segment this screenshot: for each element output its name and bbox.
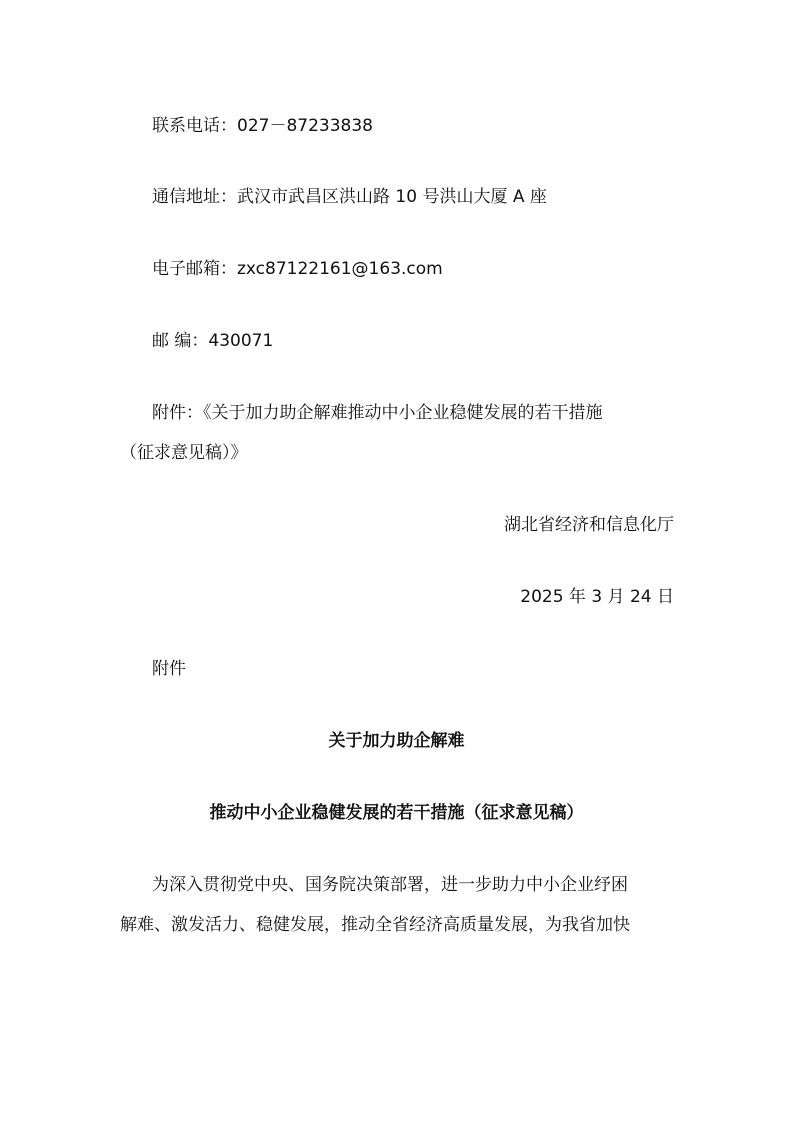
attachment-note-line1: 附件：《关于加力助企解难推动中小企业稳健发展的若干措施	[152, 403, 603, 423]
body-paragraph-line2: 解难、激发活力、稳健发展，推动全省经济高质量发展，为我省加快	[120, 915, 630, 935]
signature-org: 湖北省经济和信息化厅	[504, 515, 674, 535]
contact-address: 通信地址：武汉市武昌区洪山路 10 号洪山大厦 A 座	[152, 187, 547, 207]
attachment-note-line2: （征求意见稿）》	[120, 443, 248, 463]
contact-postcode: 邮 编：430071	[152, 331, 274, 351]
contact-phone: 联系电话：027－87233838	[152, 116, 373, 136]
attachment-title-line1: 关于加力助企解难	[328, 731, 465, 751]
attachment-title-line2: 推动中小企业稳健发展的若干措施（征求意见稿）	[209, 803, 584, 823]
contact-email: 电子邮箱：zxc87122161@163.com	[152, 259, 443, 279]
attachment-label: 附件	[152, 659, 186, 679]
body-paragraph-line1: 为深入贯彻党中央、国务院决策部署，进一步助力中小企业纾困	[152, 875, 628, 895]
signature-date: 2025 年 3 月 24 日	[520, 587, 674, 607]
